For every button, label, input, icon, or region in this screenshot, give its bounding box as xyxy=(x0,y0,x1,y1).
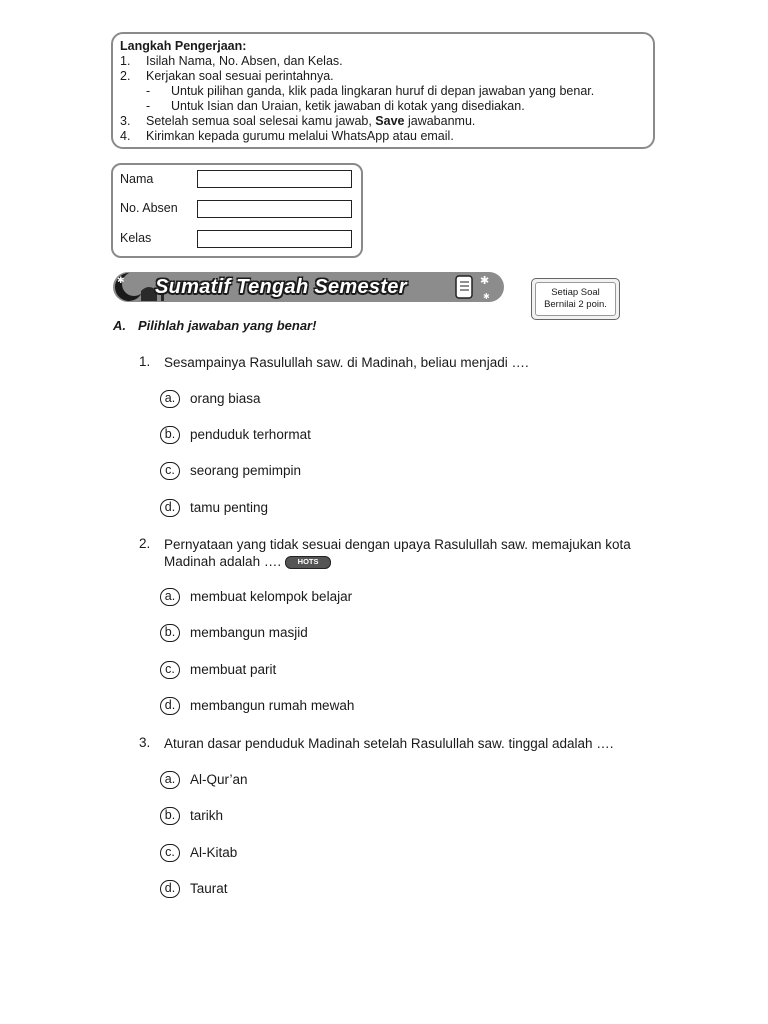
nama-label: Nama xyxy=(120,172,154,186)
q2-option-c-text: membuat parit xyxy=(190,662,277,677)
q2-option-d-radio[interactable]: d. xyxy=(160,697,180,715)
svg-text:✱: ✱ xyxy=(480,274,490,287)
q2-option-a-radio[interactable]: a. xyxy=(160,588,180,606)
q3-option-b-radio[interactable]: b. xyxy=(160,807,180,825)
q1-option-b-text: penduduk terhormat xyxy=(190,427,311,442)
hots-badge: HOTS xyxy=(285,556,331,569)
instructions-text xyxy=(120,39,595,144)
q3-option-c-radio[interactable]: c. xyxy=(160,844,180,862)
q1-option-d-text: tamu penting xyxy=(190,500,269,515)
instruction-step-2: 2. Kerjakan soal sesuai perintahnya. xyxy=(120,69,334,83)
q2-option-b-text: membangun masjid xyxy=(190,625,308,640)
q3-option-c-text: Al-Kitab xyxy=(190,845,238,860)
instruction-substep-2: - Untuk Isian dan Uraian, ketik jawaban di kotak yang disediakan. xyxy=(146,99,525,113)
q2-option-a-text: membuat kelompok belajar xyxy=(190,589,353,604)
q3-option-d-text: Taurat xyxy=(190,881,228,896)
banner-title: Sumatif Tengah Semester xyxy=(155,276,407,298)
instruction-step-4: 4. Kirimkan kepada gurumu melalui WhatsApp atau email. xyxy=(120,129,454,143)
absen-input[interactable] xyxy=(197,200,352,218)
q3-option-d-radio[interactable]: d. xyxy=(160,880,180,898)
kelas-input[interactable] xyxy=(197,230,352,248)
question-2-number: 2. xyxy=(139,536,151,551)
svg-text:✱: ✱ xyxy=(117,276,125,286)
instruction-substep-1: - Untuk pilihan ganda, klik pada lingkaran huruf di depan jawaban yang benar. xyxy=(146,84,595,98)
question-1-number: 1. xyxy=(139,354,151,369)
q1-option-a-radio[interactable]: a. xyxy=(160,390,180,408)
svg-text:✱: ✱ xyxy=(483,292,490,301)
q2-option-d-text: membangun rumah mewah xyxy=(190,698,355,713)
question-1-text: Sesampainya Rasulullah saw. di Madinah, beliau menjadi …. xyxy=(164,355,529,370)
q1-option-a-text: orang biasa xyxy=(190,391,261,406)
instructions-title: Langkah Pengerjaan: xyxy=(120,39,247,53)
q2-option-b-radio[interactable]: b. xyxy=(160,624,180,642)
q1-option-c-text: seorang pemimpin xyxy=(190,463,302,478)
q2-option-c-radio[interactable]: c. xyxy=(160,661,180,679)
q1-option-c-radio[interactable]: c. xyxy=(160,462,180,480)
q1-option-d-radio[interactable]: d. xyxy=(160,499,180,517)
section-heading: A. Pilihlah jawaban yang benar! xyxy=(113,318,317,333)
nama-input[interactable] xyxy=(197,170,352,188)
absen-label: No. Absen xyxy=(120,201,178,215)
instruction-step-3: 3. Setelah semua soal selesai kamu jawab, Save jawabanmu. xyxy=(120,114,476,128)
kelas-label: Kelas xyxy=(120,231,152,245)
q3-option-b-text: tarikh xyxy=(190,808,224,823)
question-3-text: Aturan dasar penduduk Madinah setelah Rasulullah saw. tinggal adalah …. xyxy=(164,736,614,751)
question-3-number: 3. xyxy=(139,735,151,750)
instruction-step-1: 1. Isilah Nama, No. Absen, dan Kelas. xyxy=(120,54,343,68)
score-note: Setiap Soal Bernilai 2 poin. xyxy=(535,282,616,316)
question-2-text: Pernyataan yang tidak sesuai dengan upaya Rasulullah saw. memajukan kota Madinah adalah …. HOTS xyxy=(164,537,631,569)
notebook-icon xyxy=(450,272,500,302)
q3-option-a-radio[interactable]: a. xyxy=(160,771,180,789)
q1-option-b-radio[interactable]: b. xyxy=(160,426,180,444)
q3-option-a-text: Al-Qur’an xyxy=(190,772,248,787)
